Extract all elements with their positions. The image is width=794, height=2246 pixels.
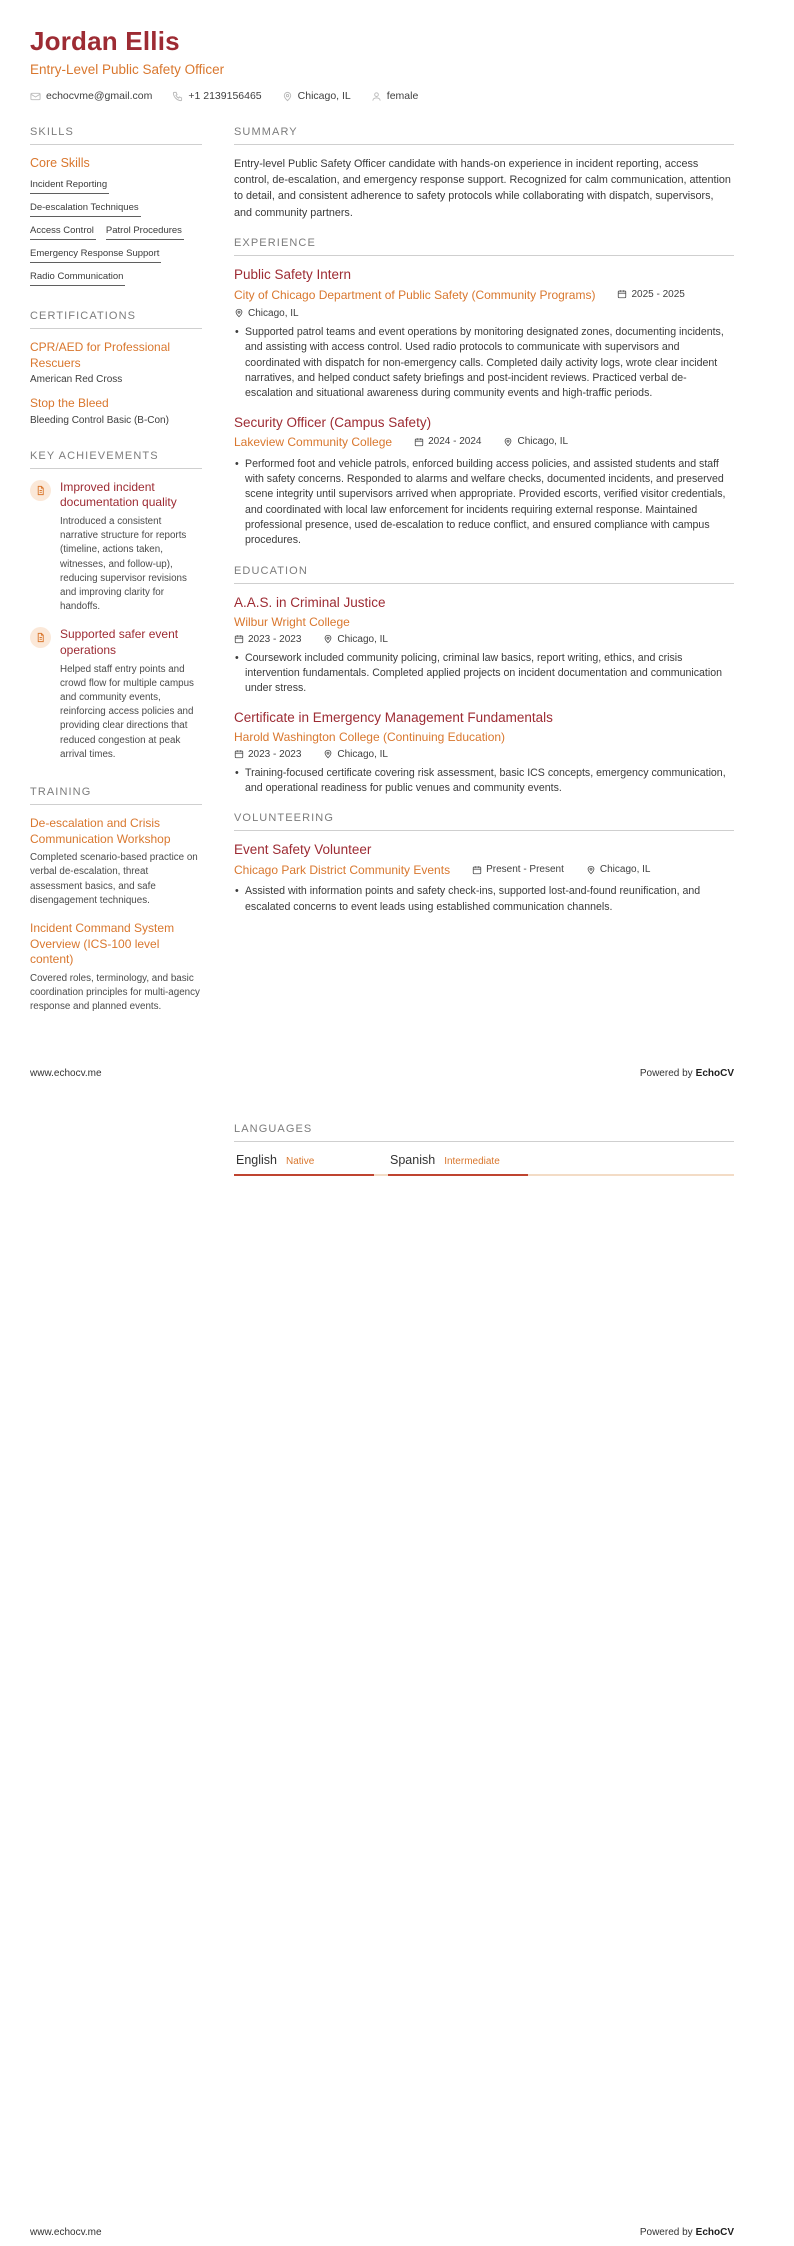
volunteering-org-row bbox=[234, 862, 734, 878]
experience-location-text: Chicago, IL bbox=[517, 436, 569, 448]
powered-by bbox=[640, 2227, 734, 2238]
summary-heading: SUMMARY bbox=[234, 126, 734, 145]
achievement-body bbox=[60, 627, 202, 762]
contact-phone-text: +1 2139156465 bbox=[188, 90, 262, 102]
person-icon bbox=[371, 91, 382, 102]
training-description: Covered roles, terminology, and basic coordination principles for multi-agency response and planned events. bbox=[30, 972, 200, 1013]
achievement-description: Introduced a consistent narrative structure for reports (timeline, actions taken, witnesses, and follow-up), reducing supervisor revisions and improving clarity for handoffs. bbox=[60, 515, 187, 613]
education-school: Harold Washington College (Continuing Education) bbox=[234, 729, 506, 744]
experience-dates bbox=[617, 287, 684, 300]
contact-email-text: echocvme@gmail.com bbox=[46, 90, 153, 102]
skill-item: Radio Communication bbox=[30, 271, 125, 286]
certification-item bbox=[30, 396, 202, 426]
certifications-section bbox=[30, 310, 202, 426]
volunteering-organization: Chicago Park District Community Events bbox=[234, 863, 451, 878]
resume-header bbox=[30, 26, 734, 102]
contact-gender bbox=[371, 90, 419, 102]
page2-footer bbox=[30, 2227, 734, 2238]
powered-by bbox=[640, 1068, 734, 1079]
experience-location bbox=[503, 434, 568, 447]
achievement-title: Improved incident documentation quality bbox=[60, 479, 177, 510]
education-heading: EDUCATION bbox=[234, 565, 734, 584]
location-pin-icon bbox=[586, 865, 596, 875]
right-column bbox=[234, 126, 734, 1038]
experience-location-text: Chicago, IL bbox=[248, 307, 299, 319]
certification-issuer: Bleeding Control Basic (B-Con) bbox=[30, 414, 169, 426]
summary-text: Entry-level Public Safety Officer candidate with hands-on experience in incident reporting, access control, de-escalation, and emergency response support. Recognized for calm communication, attention to detail, and consistent adherence to safety protocols while collaborating with dispatch, supervisors, and community partners. bbox=[234, 158, 731, 219]
skill-item: De-escalation Techniques bbox=[30, 202, 141, 217]
certification-name: CPR/AED for Professional Rescuers bbox=[30, 340, 171, 370]
left-column bbox=[30, 126, 202, 1038]
education-location bbox=[323, 747, 388, 760]
volunteering-heading: VOLUNTEERING bbox=[234, 812, 734, 831]
certification-item bbox=[30, 340, 202, 385]
document-icon bbox=[30, 480, 51, 501]
education-bullet: • Coursework included community policing, criminal law basics, report writing, ethics, and crisis intervention fundamentals. Completed applied projects on incident documentation and communication under stress. bbox=[234, 651, 734, 697]
training-title: De-escalation and Crisis Communication Workshop bbox=[30, 816, 171, 846]
education-meta-row bbox=[234, 747, 734, 760]
document-icon bbox=[30, 627, 51, 648]
experience-bullet: • Performed foot and vehicle patrols, enforced building access policies, and assisted students and staff with safety concerns. Responded to alarms and welfare checks, documented incidents, and preserved scene integrity until supervisors arrived when appropriate. Provided escorts, verified visitor credentials, and coordinated with local law enforcement for incidents requiring external response. Maintained professional presence, used de-escalation to reduce conflict, and ensured compliance with campus procedures. bbox=[234, 457, 734, 549]
candidate-name: Jordan Ellis bbox=[30, 26, 180, 56]
skill-item: Patrol Procedures bbox=[106, 225, 184, 240]
location-pin-icon bbox=[323, 749, 333, 759]
achievement-item bbox=[30, 480, 202, 615]
education-location-text: Chicago, IL bbox=[337, 633, 388, 645]
volunteering-bullet: • Assisted with information points and safety check-ins, supported lost-and-found reunification, and escalated concerns to event leads using established communication channels. bbox=[234, 884, 734, 915]
experience-item bbox=[234, 267, 734, 402]
phone-icon bbox=[172, 91, 183, 102]
brand-link[interactable]: EchoCV bbox=[695, 2227, 734, 2238]
achievement-body bbox=[60, 480, 202, 615]
location-pin-icon bbox=[323, 634, 333, 644]
location-pin-icon bbox=[234, 308, 244, 318]
site-link[interactable]: www.echocv.me bbox=[30, 2227, 102, 2238]
education-bullets bbox=[234, 766, 734, 797]
contact-email[interactable] bbox=[30, 90, 152, 102]
volunteering-dates bbox=[472, 862, 564, 875]
education-item bbox=[234, 595, 734, 697]
calendar-icon bbox=[617, 289, 627, 299]
education-degree: Certificate in Emergency Management Fundamentals bbox=[234, 709, 553, 725]
calendar-icon bbox=[414, 437, 424, 447]
language-item bbox=[388, 1153, 528, 1176]
summary-section bbox=[234, 126, 734, 221]
calendar-icon bbox=[234, 749, 244, 759]
training-item bbox=[30, 921, 202, 1014]
education-bullets bbox=[234, 651, 734, 697]
education-meta-row bbox=[234, 632, 734, 645]
education-item bbox=[234, 710, 734, 797]
volunteering-location-text: Chicago, IL bbox=[599, 864, 651, 876]
contact-row bbox=[30, 90, 734, 102]
powered-by-text: Powered by bbox=[639, 2227, 693, 2238]
powered-by-text: Powered by bbox=[639, 1068, 693, 1080]
languages-list bbox=[234, 1153, 734, 1176]
location-pin-icon bbox=[282, 91, 293, 102]
education-bullet: • Training-focused certificate covering risk assessment, basic ICS concepts, emergency communication, and operational readiness for public venues and community events. bbox=[234, 766, 734, 797]
calendar-icon bbox=[472, 865, 482, 875]
language-level: Intermediate bbox=[444, 1156, 500, 1168]
calendar-icon bbox=[234, 634, 244, 644]
brand-link[interactable]: EchoCV bbox=[695, 1068, 734, 1080]
candidate-title: Entry-Level Public Safety Officer bbox=[30, 62, 225, 77]
experience-dates bbox=[414, 434, 481, 447]
education-location-text: Chicago, IL bbox=[337, 748, 388, 760]
volunteering-item bbox=[234, 842, 734, 915]
education-dates-text: 2023 - 2023 bbox=[248, 633, 302, 645]
volunteering-dates-text: Present - Present bbox=[486, 864, 564, 876]
experience-title: Security Officer (Campus Safety) bbox=[234, 414, 432, 430]
volunteering-section bbox=[234, 812, 734, 915]
skill-item: Access Control bbox=[30, 225, 96, 240]
education-dates bbox=[234, 632, 301, 645]
experience-org-row bbox=[234, 287, 734, 319]
training-description: Completed scenario-based practice on verbal de-escalation, threat assessment basics, and safe disengagement techniques. bbox=[30, 852, 198, 906]
experience-heading: EXPERIENCE bbox=[234, 237, 734, 256]
skills-section bbox=[30, 126, 202, 286]
experience-section bbox=[234, 237, 734, 549]
email-icon bbox=[30, 91, 41, 102]
education-dates bbox=[234, 747, 301, 760]
languages-section bbox=[234, 1123, 734, 1176]
contact-phone[interactable] bbox=[172, 90, 261, 102]
training-title: Incident Command System Overview (ICS-100 level content) bbox=[30, 921, 175, 967]
language-level: Native bbox=[286, 1156, 315, 1168]
volunteering-title: Event Safety Volunteer bbox=[234, 842, 372, 858]
achievement-description: Helped staff entry points and crowd flow for multiple campus and community events, reinforcing access policies and providing clear directions that reduced congestion at peak arrival times. bbox=[60, 663, 194, 760]
education-school: Wilbur Wright College bbox=[234, 614, 350, 629]
experience-bullets bbox=[234, 325, 734, 402]
location-pin-icon bbox=[503, 437, 513, 447]
training-item bbox=[30, 816, 202, 908]
experience-item bbox=[234, 415, 734, 549]
achievement-title: Supported safer event operations bbox=[60, 627, 179, 657]
contact-location-text: Chicago, IL bbox=[297, 90, 351, 102]
volunteering-location bbox=[586, 862, 651, 875]
site-link[interactable]: www.echocv.me bbox=[30, 1068, 102, 1080]
skill-item: Incident Reporting bbox=[30, 179, 109, 194]
languages-heading: LANGUAGES bbox=[234, 1123, 734, 1142]
education-section bbox=[234, 565, 734, 797]
achievement-item bbox=[30, 627, 202, 762]
experience-company: Lakeview Community College bbox=[234, 435, 393, 450]
training-heading: TRAINING bbox=[30, 786, 202, 805]
resume-columns bbox=[30, 126, 734, 1038]
contact-location bbox=[282, 90, 351, 102]
skills-list bbox=[30, 179, 202, 286]
certifications-heading: CERTIFICATIONS bbox=[30, 310, 202, 329]
certification-name: Stop the Bleed bbox=[30, 396, 109, 411]
page1-footer bbox=[30, 1068, 734, 1079]
experience-bullet: • Supported patrol teams and event operations by monitoring designated zones, documenting incidents, and assisting with access control. Used radio protocols to communicate with supervisors and coordinated with dispatch for non-emergency calls. Completed daily activity logs, wrote clear incident narratives, and helped conduct safety briefings and post-incident reviews. Practiced verbal de-escalation and situational awareness during community events and high-traffic periods. bbox=[234, 325, 734, 402]
skill-item: Emergency Response Support bbox=[30, 248, 161, 263]
key-achievements-section bbox=[30, 450, 202, 762]
volunteering-bullets bbox=[234, 884, 734, 915]
skills-group-title: Core Skills bbox=[30, 156, 90, 170]
experience-company: City of Chicago Department of Public Safety (Community Programs) bbox=[234, 287, 596, 302]
training-section bbox=[30, 786, 202, 1014]
experience-org-row bbox=[234, 434, 734, 450]
experience-bullets bbox=[234, 457, 734, 549]
language-name: English bbox=[236, 1153, 277, 1168]
certification-issuer: American Red Cross bbox=[30, 374, 123, 386]
experience-title: Public Safety Intern bbox=[234, 266, 352, 282]
education-dates-text: 2023 - 2023 bbox=[248, 748, 302, 760]
experience-location bbox=[234, 306, 299, 319]
key-achievements-heading: KEY ACHIEVEMENTS bbox=[30, 450, 202, 469]
contact-gender-text: female bbox=[386, 90, 419, 102]
experience-dates-text: 2024 - 2024 bbox=[428, 436, 482, 448]
language-name: Spanish bbox=[390, 1153, 436, 1168]
education-degree: A.A.S. in Criminal Justice bbox=[234, 594, 386, 610]
education-location bbox=[323, 632, 388, 645]
skills-heading: SKILLS bbox=[30, 126, 202, 145]
language-item bbox=[234, 1153, 374, 1176]
experience-dates-text: 2025 - 2025 bbox=[631, 288, 685, 300]
